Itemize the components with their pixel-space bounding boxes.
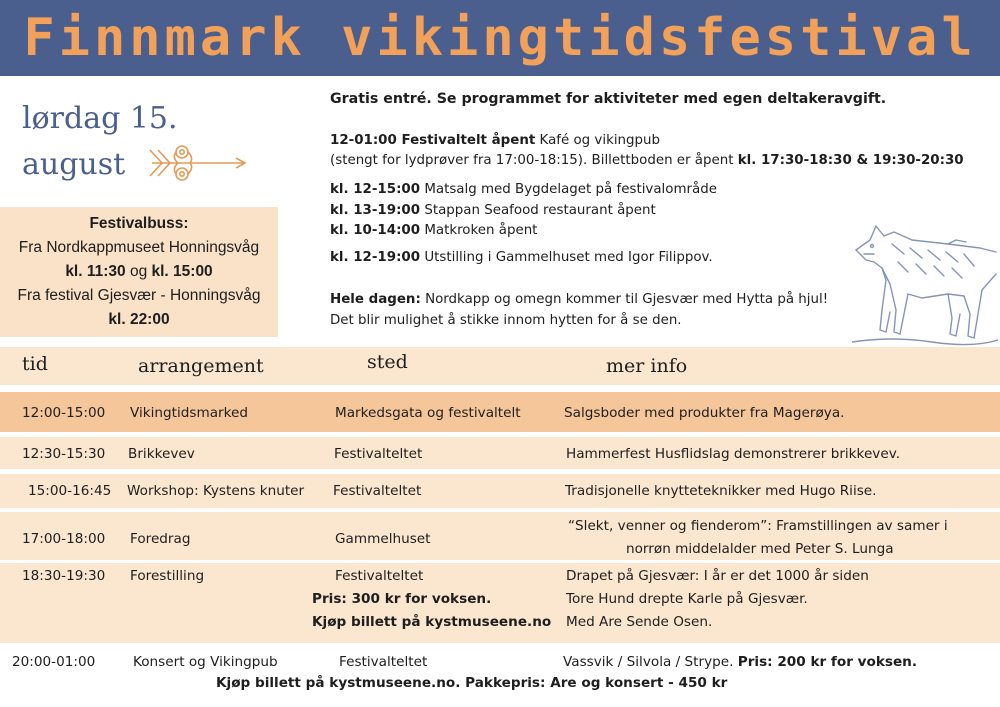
tent-line-2 <box>330 153 964 168</box>
row-place: Festivalteltet <box>334 446 423 462</box>
header-info: mer info <box>606 355 688 377</box>
ticket-booth-hours: kl. 17:30-18:30 & 19:30-20:30 <box>737 153 964 168</box>
info-item-time: kl. 12-15:00 <box>330 182 421 197</box>
schedule-row <box>0 392 1000 432</box>
row-time: 18:30-19:30 <box>22 568 106 584</box>
row-time: 20:00-01:00 <box>12 654 96 670</box>
bus-time-2: kl. 22:00 <box>108 311 170 328</box>
schedule-row <box>0 474 1000 508</box>
info-item-time: kl. 10-14:00 <box>330 223 421 238</box>
row-place: Festivalteltet <box>339 654 428 670</box>
row-info: “Slekt, venner og fienderom”: Framstillingen av samer i <box>568 518 948 534</box>
row-time: 15:00-16:45 <box>28 483 112 499</box>
row-place: Markedsgata og festivaltelt <box>335 405 521 421</box>
row-place: Gammelhuset <box>335 531 431 547</box>
bus-time-1b: kl. 15:00 <box>151 263 213 280</box>
schedule-row <box>0 512 1000 560</box>
festival-bus-box <box>0 207 278 337</box>
info-item-text: Matsalg med Bygdelaget på festivalområde <box>420 182 717 197</box>
row-time: 12:00-15:00 <box>22 405 106 421</box>
header-arrangement: arrangement <box>138 355 264 377</box>
allday-label: Hele dagen: <box>330 292 421 307</box>
tent-line-2-text: (stengt for lydprøver fra 17:00-18:15). Billettboden er åpent <box>330 153 738 168</box>
tent-text: Kafé og vikingpub <box>535 133 661 148</box>
bus-route-2: Fra festival Gjesvær - Honningsvåg <box>17 287 261 304</box>
bus-heading: Festivalbuss: <box>89 215 189 232</box>
allday-line-1 <box>330 292 828 307</box>
row-place: Festivalteltet <box>335 568 424 584</box>
row-event: Forestilling <box>130 568 205 584</box>
free-entry-notice: Gratis entré. Se programmet for aktiviteter med egen deltakeravgift. <box>330 91 887 107</box>
row-event: Vikingtidsmarked <box>130 405 249 421</box>
row-time: 17:00-18:00 <box>22 531 106 547</box>
row-ticket-link-text[interactable]: Kjøp billett på kystmuseene.no <box>312 614 552 630</box>
row-info <box>563 654 917 670</box>
date-line-2: august <box>22 147 126 182</box>
row-event: Brikkevev <box>128 446 195 462</box>
info-item-time: kl. 12-19:00 <box>330 250 421 265</box>
row-info-price: Pris: 200 kr for voksen. <box>737 654 918 670</box>
bus-time-1a: kl. 11:30 <box>65 263 126 280</box>
bus-route-1: Fra Nordkappmuseet Honningsvåg <box>18 239 260 256</box>
date-line-1: lørdag 15. <box>22 101 178 136</box>
row-footer-text: Kjøp billett på kystmuseene.no. Pakkepris: Are og konsert - 450 kr <box>216 675 728 691</box>
row-price-text: Pris: 300 kr for voksen. <box>312 591 492 607</box>
row-info: Hammerfest Husflidslag demonstrerer brikkevev. <box>566 446 901 462</box>
row-place: Festivalteltet <box>333 483 422 499</box>
row-info: Drapet på Gjesvær: I år er det 1000 år siden <box>566 568 869 584</box>
row-event: Workshop: Kystens knuter <box>127 483 305 499</box>
row-info-3: Med Are Sende Osen. <box>566 614 713 630</box>
info-item-text: Utstilling i Gammelhuset med Igor Filippov. <box>420 250 713 265</box>
tent-line-1 <box>330 133 660 148</box>
row-info-2: norrøn middelalder med Peter S. Lunga <box>626 541 894 557</box>
row-info-2: Tore Hund drepte Karle på Gjesvær. <box>566 591 808 607</box>
row-info-text: Vassvik / Silvola / Strype. <box>563 654 738 670</box>
row-info: Salgsboder med produkter fra Magerøya. <box>564 405 845 421</box>
info-item <box>330 182 717 197</box>
schedule-row <box>0 563 1000 643</box>
title-banner <box>0 0 1000 76</box>
info-item <box>330 203 656 218</box>
bus-times-1 <box>0 260 278 284</box>
header-tid: tid <box>22 353 48 375</box>
ornament-arrow-icon <box>146 140 250 186</box>
info-item-text: Stappan Seafood restaurant åpent <box>420 203 656 218</box>
row-footer <box>216 675 727 691</box>
row-event: Konsert og Vikingpub <box>133 654 278 670</box>
info-item <box>330 223 537 238</box>
allday-line-2: Det blir mulighet å stikke innom hytten for å se den. <box>330 313 682 328</box>
info-item-time: kl. 13-19:00 <box>330 203 421 218</box>
row-ticket-link[interactable] <box>312 614 551 630</box>
row-event: Foredrag <box>130 531 191 547</box>
festival-title: Finnmark vikingtidsfestival <box>23 8 977 68</box>
schedule-row <box>0 437 1000 469</box>
header-sted: sted <box>367 351 408 373</box>
schedule-header <box>0 347 1000 385</box>
info-item-text: Matkroken åpent <box>420 223 538 238</box>
info-item <box>330 250 713 265</box>
allday-text: Nordkapp og omegn kommer til Gjesvær med Hytta på hjul! <box>420 292 829 307</box>
tent-time: 12-01:00 Festivaltelt åpent <box>330 133 536 148</box>
bus-time-join: og <box>125 263 152 280</box>
wolf-illustration-icon <box>852 214 998 348</box>
row-time: 12:30-15:30 <box>22 446 106 462</box>
schedule-row <box>0 645 1000 707</box>
row-info: Tradisjonelle knytteteknikker med Hugo Riise. <box>565 483 877 499</box>
row-price <box>312 591 491 607</box>
